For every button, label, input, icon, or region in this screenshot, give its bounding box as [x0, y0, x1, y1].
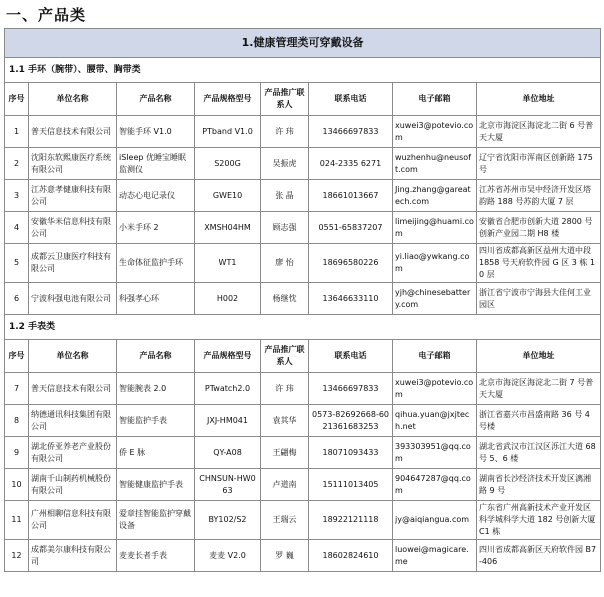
table-cell: 小米手环 2 — [117, 212, 195, 244]
table-cell: Jing.zhang@gareatech.com — [393, 180, 477, 212]
section-label: 1.1 手环（腕带）、腰带、胸带类 — [5, 58, 601, 83]
table-cell: 浙江省宁波市宁海县大佳何工业园区 — [477, 283, 601, 315]
table-cell: 四川省成都高新区益州大道中段 1858 号天府软件园 G 区 3 栋 10 层 — [477, 244, 601, 283]
table-cell: XMSH04HM — [195, 212, 261, 244]
table-row — [5, 469, 601, 501]
table-cell: xuwei3@potevio.com — [393, 116, 477, 148]
table-cell: 13466697833 — [309, 373, 393, 405]
table-cell: 13466697833 — [309, 116, 393, 148]
table-cell: 侨 E 脉 — [117, 437, 195, 469]
table-cell: 湖南省长沙经济技术开发区漓湘路 9 号 — [477, 469, 601, 501]
page-heading: 一、产品类 — [6, 6, 87, 24]
table-cell: 许 玮 — [261, 116, 309, 148]
table-cell: 6 — [5, 283, 29, 315]
column-header: 产品名称 — [117, 83, 195, 116]
table-cell: 8 — [5, 405, 29, 437]
table-cell: yi.liao@ywkang.com — [393, 244, 477, 283]
table-cell: 广东省广州高新技术产业开发区科学城科学大道 182 号创新大厦 C1 栋 — [477, 501, 601, 540]
table-cell: 沈阳东软熙康医疗系统有限公司 — [29, 148, 117, 180]
table-cell: qihua.yuan@jxjtech.net — [393, 405, 477, 437]
table-cell: 安徽华米信息科技有限公司 — [29, 212, 117, 244]
table-row — [5, 283, 601, 315]
table-cell: 罗 巍 — [261, 540, 309, 572]
column-header: 产品规格型号 — [195, 340, 261, 373]
header-row — [5, 83, 601, 116]
table-cell: JXJ-HM041 — [195, 405, 261, 437]
table-cell: 袁其华 — [261, 405, 309, 437]
table-cell: 0573-82692668-6021361683253 — [309, 405, 393, 437]
table-row — [5, 148, 601, 180]
table-cell: QY-A08 — [195, 437, 261, 469]
table-cell: 智能监护手表 — [117, 405, 195, 437]
column-header: 产品推广联系人 — [261, 83, 309, 116]
table-cell: 麦麦长者手表 — [117, 540, 195, 572]
table-cell: 7 — [5, 373, 29, 405]
table-cell: 安徽省合肥市创新大道 2800 号创新产业园二期 H8 楼 — [477, 212, 601, 244]
table-cell: 纳德通讯科技集团有限公司 — [29, 405, 117, 437]
column-header: 联系电话 — [309, 340, 393, 373]
column-header: 单位地址 — [477, 340, 601, 373]
table-cell: 12 — [5, 540, 29, 572]
table-cell: 王瑞云 — [261, 501, 309, 540]
table-cell: 2 — [5, 148, 29, 180]
table-cell: yjh@chinesebattery.com — [393, 283, 477, 315]
table-cell: luowei@magicare.me — [393, 540, 477, 572]
table-row — [5, 437, 601, 469]
table-cell: 科强孝心环 — [117, 283, 195, 315]
section-row — [5, 58, 601, 83]
table-cell: 11 — [5, 501, 29, 540]
table-cell: 4 — [5, 212, 29, 244]
table-cell: 3 — [5, 180, 29, 212]
section-label: 1.2 手表类 — [5, 315, 601, 340]
column-header: 电子邮箱 — [393, 340, 477, 373]
table-cell: 湖北省武汉市江汉区泺江大道 68 号 5、6 楼 — [477, 437, 601, 469]
table-cell: 393303951@qq.com — [393, 437, 477, 469]
column-header: 单位地址 — [477, 83, 601, 116]
column-header: 电子邮箱 — [393, 83, 477, 116]
table-cell: 湖南千山制药机械股份有限公司 — [29, 469, 117, 501]
table-row — [5, 373, 601, 405]
table-cell: 普天信息技术有限公司 — [29, 373, 117, 405]
table-title-row — [5, 29, 601, 58]
table-cell: 江苏省苏州市吴中经济开发区塔韵路 188 号苏韵大厦 7 层 — [477, 180, 601, 212]
table-cell: 动态心电记录仪 — [117, 180, 195, 212]
table-cell: 15111013405 — [309, 469, 393, 501]
table-cell: wuzhenhu@neusoft.com — [393, 148, 477, 180]
table-row — [5, 244, 601, 283]
table-cell: 吴振虎 — [261, 148, 309, 180]
table-cell: 18661013667 — [309, 180, 393, 212]
column-header: 产品名称 — [117, 340, 195, 373]
table-cell: 张 晶 — [261, 180, 309, 212]
table-cell: 智能腕表 2.0 — [117, 373, 195, 405]
table-cell: GWE10 — [195, 180, 261, 212]
table-row — [5, 540, 601, 572]
table-cell: 浙江省嘉兴市昌盛南路 36 号 4 号楼 — [477, 405, 601, 437]
table-cell: 广州相聊信息科技有限公司 — [29, 501, 117, 540]
table-cell: H002 — [195, 283, 261, 315]
table-cell: 18696580226 — [309, 244, 393, 283]
table-cell: 成都云卫康医疗科技有限公司 — [29, 244, 117, 283]
table-cell: 普天信息技术有限公司 — [29, 116, 117, 148]
table-cell: 宁波科强电池有限公司 — [29, 283, 117, 315]
table-row — [5, 501, 601, 540]
header-row — [5, 340, 601, 373]
table-cell: 湖北侨亚养老产业股份有限公司 — [29, 437, 117, 469]
column-header: 产品推广联系人 — [261, 340, 309, 373]
column-header: 联系电话 — [309, 83, 393, 116]
table-cell: 024-2335 6271 — [309, 148, 393, 180]
table-cell: 智能健康监护手表 — [117, 469, 195, 501]
section-row — [5, 315, 601, 340]
table-row — [5, 116, 601, 148]
table-title: 1.健康管理类可穿戴设备 — [5, 29, 601, 58]
table-cell: 18071093433 — [309, 437, 393, 469]
column-header: 单位名称 — [29, 83, 117, 116]
table-row — [5, 212, 601, 244]
table-cell: PTband V1.0 — [195, 116, 261, 148]
product-table — [4, 28, 601, 572]
table-cell: 许 玮 — [261, 373, 309, 405]
table-cell: 5 — [5, 244, 29, 283]
table-cell: 四川省成都高新区天府软件园 B7-406 — [477, 540, 601, 572]
table-cell: WT1 — [195, 244, 261, 283]
table-cell: limeijing@huami.com — [393, 212, 477, 244]
table-cell: iSleep 优睡宝睡眠监测仪 — [117, 148, 195, 180]
table-cell: 18922121118 — [309, 501, 393, 540]
table-cell: 智能手环 V1.0 — [117, 116, 195, 148]
column-header: 序号 — [5, 340, 29, 373]
column-header: 产品规格型号 — [195, 83, 261, 116]
table-cell: 麦麦 V2.0 — [195, 540, 261, 572]
table-cell: 北京市海淀区海淀北二街 7 号普天大厦 — [477, 373, 601, 405]
table-cell: 生命体征监护手环 — [117, 244, 195, 283]
table-cell: 10 — [5, 469, 29, 501]
table-cell: 904647287@qq.com — [393, 469, 477, 501]
table-cell: jy@aiqiangua.com — [393, 501, 477, 540]
table-cell: 卢道南 — [261, 469, 309, 501]
table-cell: xuwei3@potevio.com — [393, 373, 477, 405]
table-cell: 18602824610 — [309, 540, 393, 572]
table-cell: 北京市海淀区海淀北二街 6 号普天大厦 — [477, 116, 601, 148]
table-cell: 爱章挂智能监护穿戴设备 — [117, 501, 195, 540]
table-cell: 辽宁省沈阳市浑南区创新路 175 号 — [477, 148, 601, 180]
table-row — [5, 405, 601, 437]
table-cell: 顾志强 — [261, 212, 309, 244]
table-cell: 成都美尔康科技有限公司 — [29, 540, 117, 572]
table-cell: S200G — [195, 148, 261, 180]
column-header: 序号 — [5, 83, 29, 116]
table-cell: 王翩梅 — [261, 437, 309, 469]
table-cell: 杨继忱 — [261, 283, 309, 315]
table-cell: BY102/S2 — [195, 501, 261, 540]
table-cell: CHNSUN-HW063 — [195, 469, 261, 501]
table-cell: 1 — [5, 116, 29, 148]
table-cell: 13646633110 — [309, 283, 393, 315]
table-row — [5, 180, 601, 212]
column-header: 单位名称 — [29, 340, 117, 373]
table-cell: 江苏意孝健康科技有限公司 — [29, 180, 117, 212]
table-cell: PTwatch2.0 — [195, 373, 261, 405]
table-cell: 廖 怡 — [261, 244, 309, 283]
table-cell: 9 — [5, 437, 29, 469]
table-cell: 0551-65837207 — [309, 212, 393, 244]
